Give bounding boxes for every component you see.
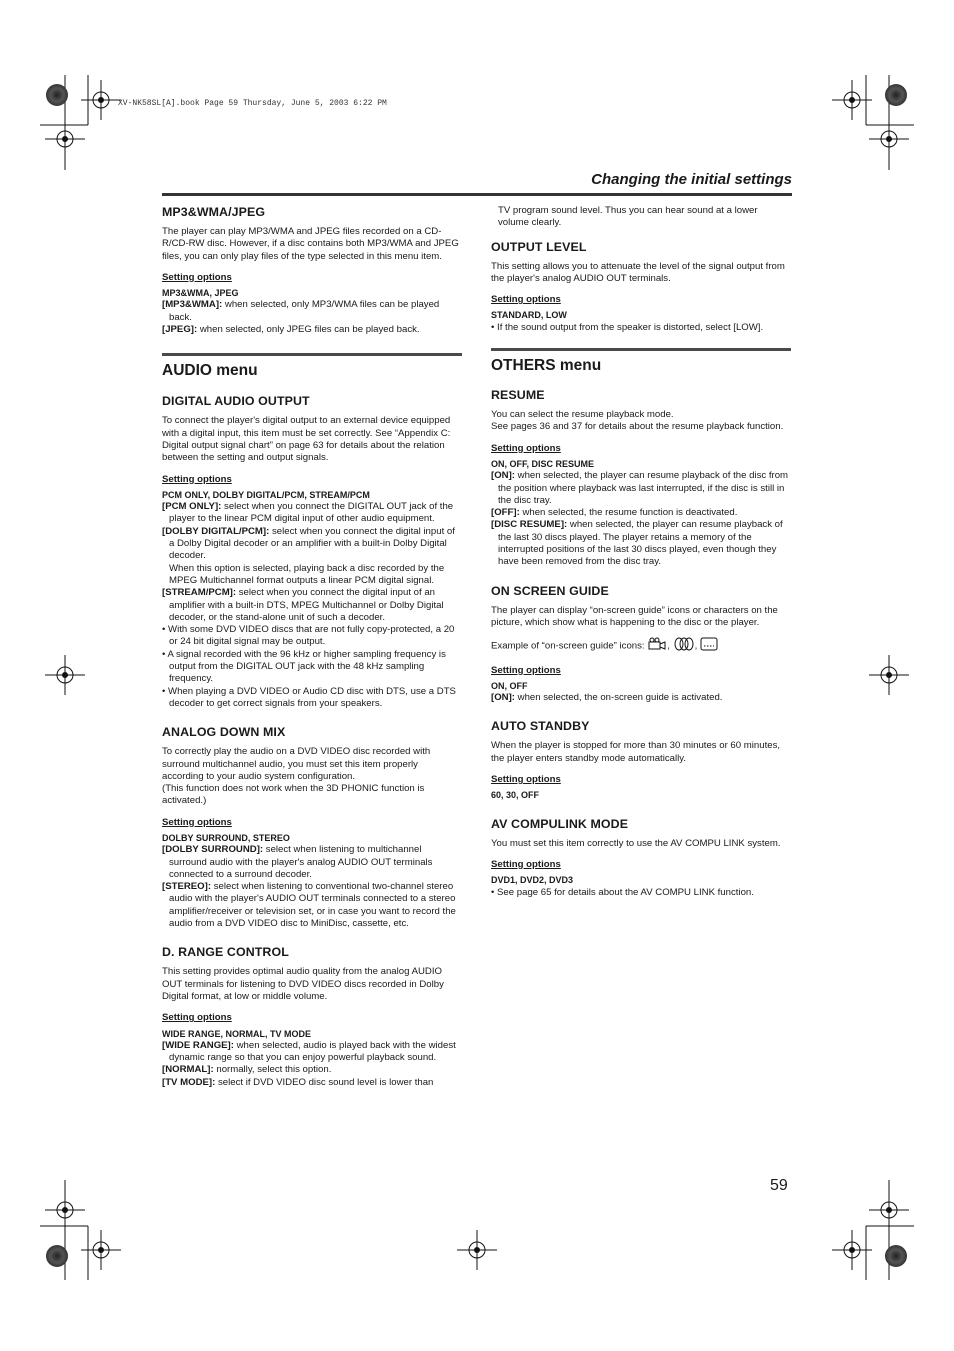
audio-menu-title: AUDIO menu [162, 362, 258, 380]
audio-language-icon [673, 637, 695, 655]
av-compulink-heading: AV COMPULINK MODE [491, 816, 629, 831]
osg-values: ON, OFF [491, 680, 528, 691]
setting-options-label: Setting options [162, 1012, 232, 1024]
d-range-control-heading: D. RANGE CONTROL [162, 945, 289, 960]
page-header-title: Changing the initial settings [591, 171, 792, 188]
d-range-control-section [162, 945, 462, 1089]
resume-values: ON, OFF, DISC RESUME [491, 458, 595, 469]
option-item: [OFF]: when selected, the resume function is deactivated. [491, 507, 738, 519]
drange-values: WIDE RANGE, NORMAL, TV MODE [162, 1028, 311, 1039]
header-rule [162, 193, 792, 196]
mp3-values: MP3&WMA, JPEG [162, 288, 239, 299]
bullet-item: • If the sound output from the speaker is distorted, select [LOW]. [491, 321, 764, 333]
option-item: [WIDE RANGE]: when selected, audio is played back with the widest dynamic range so that you can enjoy powerful playback sound. [162, 1039, 456, 1064]
drange-continuation: TV program sound level. Thus you can hear sound at a lower volume clearly. [498, 205, 758, 229]
standby-body: When the player is stopped for more than 30 minutes or 60 minutes, the player enters standby mode automatically. [491, 740, 781, 764]
option-item: [DOLBY SURROUND]: select when listening to multichannel surround audio with the player's analog AUDIO OUT terminals connected to a surround decoder. [162, 844, 433, 880]
analog-body: To correctly play the audio on a DVD VIDEO disc recorded with surround multichannel audio, you must set this item properly according to your audio system configuration. [162, 746, 431, 782]
option-item: [ON]: when selected, the on-screen guide is activated. [491, 692, 723, 704]
mp3-body: The player can play MP3/WMA and JPEG files recorded on a CD-R/CD-RW disc. However, if a disc contains both MP3/WMA and JPEG files, you can only play files of the type selected in this menu item. [162, 226, 459, 262]
option-item: [TV MODE]: select if DVD VIDEO disc sound level is lower than [162, 1076, 434, 1088]
resume-section [491, 388, 791, 569]
resume-body: You can select the resume playback mode. [491, 409, 674, 421]
option-item: [MP3&WMA]: when selected, only MP3/WMA files can be played back. [162, 299, 440, 323]
digital-audio-output-heading: DIGITAL AUDIO OUTPUT [162, 394, 310, 409]
setting-options-label: Setting options [491, 774, 561, 786]
setting-options-label: Setting options [162, 271, 232, 283]
output-body: This setting allows you to attenuate the level of the signal output from the player's analog AUDIO OUT terminals. [491, 260, 785, 284]
right-column [491, 205, 791, 899]
analog-down-mix-section [162, 725, 462, 930]
option-item: [NORMAL]: normally, select this option. [162, 1064, 332, 1076]
digital-body: To connect the player's digital output to an external device equipped with a digital input, this item must be set correctly. See “Appendix C: Digital output signal chart” on page 63 for details about the relation between the setting and output signals. [162, 415, 451, 464]
setting-options-label: Setting options [491, 442, 561, 454]
left-column [162, 205, 462, 1089]
option-item: [ON]: when selected, the player can resume playback of the disc from the position where playback was last interrupted, if the disc is still in the disc tray. [491, 470, 789, 506]
option-item: [STREAM/PCM]: select when you connect the digital input of an amplifier with a built-in DTS, MPEG Multichannel or Dolby Digital decoder, or the stand-alone unit of such a decoder. [162, 587, 444, 623]
resume-heading: RESUME [491, 388, 545, 403]
resume-body-2: See pages 36 and 37 for details about the resume playback function. [491, 421, 784, 433]
output-level-section [491, 240, 791, 334]
bullet-item: • See page 65 for details about the AV COMPU LINK function. [491, 886, 754, 898]
analog-down-mix-heading: ANALOG DOWN MIX [162, 725, 286, 740]
setting-options-label: Setting options [162, 473, 232, 485]
analog-body-note: (This function does not work when the 3D PHONIC function is activated.) [162, 783, 425, 807]
drange-body: This setting provides optimal audio quality from the analog AUDIO OUT terminals for listening to DVD VIDEO discs recorded in Dolby Digital format, at low or middle volume. [162, 966, 444, 1002]
others-menu-title: OTHERS menu [491, 357, 602, 375]
option-item: [JPEG]: when selected, only JPEG files can be played back. [162, 324, 420, 336]
auto-standby-heading: AUTO STANDBY [491, 719, 590, 734]
subtitle-icon [700, 637, 718, 655]
osg-example: Example of “on-screen guide” icons: , , [491, 637, 791, 655]
bullet-item: • A signal recorded with the 96 kHz or higher sampling frequency is output from the DIGITAL OUT jack with the 48 kHz sampling frequency. [162, 648, 446, 685]
digital-values: PCM ONLY, DOLBY DIGITAL/PCM, STREAM/PCM [162, 489, 370, 500]
option-item: [DOLBY DIGITAL/PCM]: select when you connect the digital input of a Dolby Digital decoder or an amplifier with a built-in Dolby Digital decoder. [162, 525, 455, 562]
bullet-item: • With some DVD VIDEO discs that are not fully copy-protected, a 20 or 24 bit digital signal may be output. [162, 624, 455, 648]
mp3-section [162, 205, 462, 336]
analog-values: DOLBY SURROUND, STEREO [162, 832, 290, 843]
mp3-heading: MP3&WMA/JPEG [162, 205, 266, 219]
option-note: When this option is selected, playing back a disc recorded by the MPEG Multichannel format outputs a linear PCM digital signal. [169, 562, 445, 586]
standby-values: 60, 30, OFF [491, 790, 540, 801]
bullet-item: • When playing a DVD VIDEO or Audio CD disc with DTS, use a DTS decoder to get correct signals from your speakers. [162, 685, 456, 709]
option-item: [STEREO]: select when listening to conventional two-channel stereo audio with the player's AUDIO OUT terminals connected to a stereo amplifier/receiver or television set, or in case you want to record the audio from a DVD VIDEO disc to MiniDisc, cassette, etc. [162, 881, 456, 930]
avc-values: DVD1, DVD2, DVD3 [491, 875, 574, 886]
av-compulink-section [491, 817, 791, 899]
output-level-heading: OUTPUT LEVEL [491, 239, 587, 254]
print-info: XV-NK58SL[A].book Page 59 Thursday, June 5, 2003 6:22 PM [118, 99, 387, 108]
setting-options-label: Setting options [491, 664, 561, 676]
page-number: 59 [770, 1177, 788, 1194]
setting-options-label: Setting options [491, 858, 561, 870]
camera-angle-icon [647, 637, 667, 655]
auto-standby-section [491, 719, 791, 801]
digital-audio-output-section [162, 394, 462, 710]
output-values: STANDARD, LOW [491, 310, 567, 321]
option-item: [PCM ONLY]: select when you connect the DIGITAL OUT jack of the player to the linear PCM digital input of other audio equipment. [162, 501, 454, 525]
option-item: [DISC RESUME]: when selected, the player can resume playback of the last 30 discs played. The player retains a memory of the interrupted positions of the last 30 discs played, even though they have been removed from the disc tray. [491, 519, 783, 568]
setting-options-label: Setting options [491, 294, 561, 306]
osg-body: The player can display “on-screen guide” icons or characters on the picture, which show what is happening to the disc or the player. [491, 604, 778, 628]
setting-options-label: Setting options [162, 816, 232, 828]
on-screen-guide-section [491, 584, 791, 705]
on-screen-guide-heading: ON SCREEN GUIDE [491, 583, 609, 598]
avc-body: You must set this item correctly to use the AV COMPU LINK system. [491, 837, 781, 849]
